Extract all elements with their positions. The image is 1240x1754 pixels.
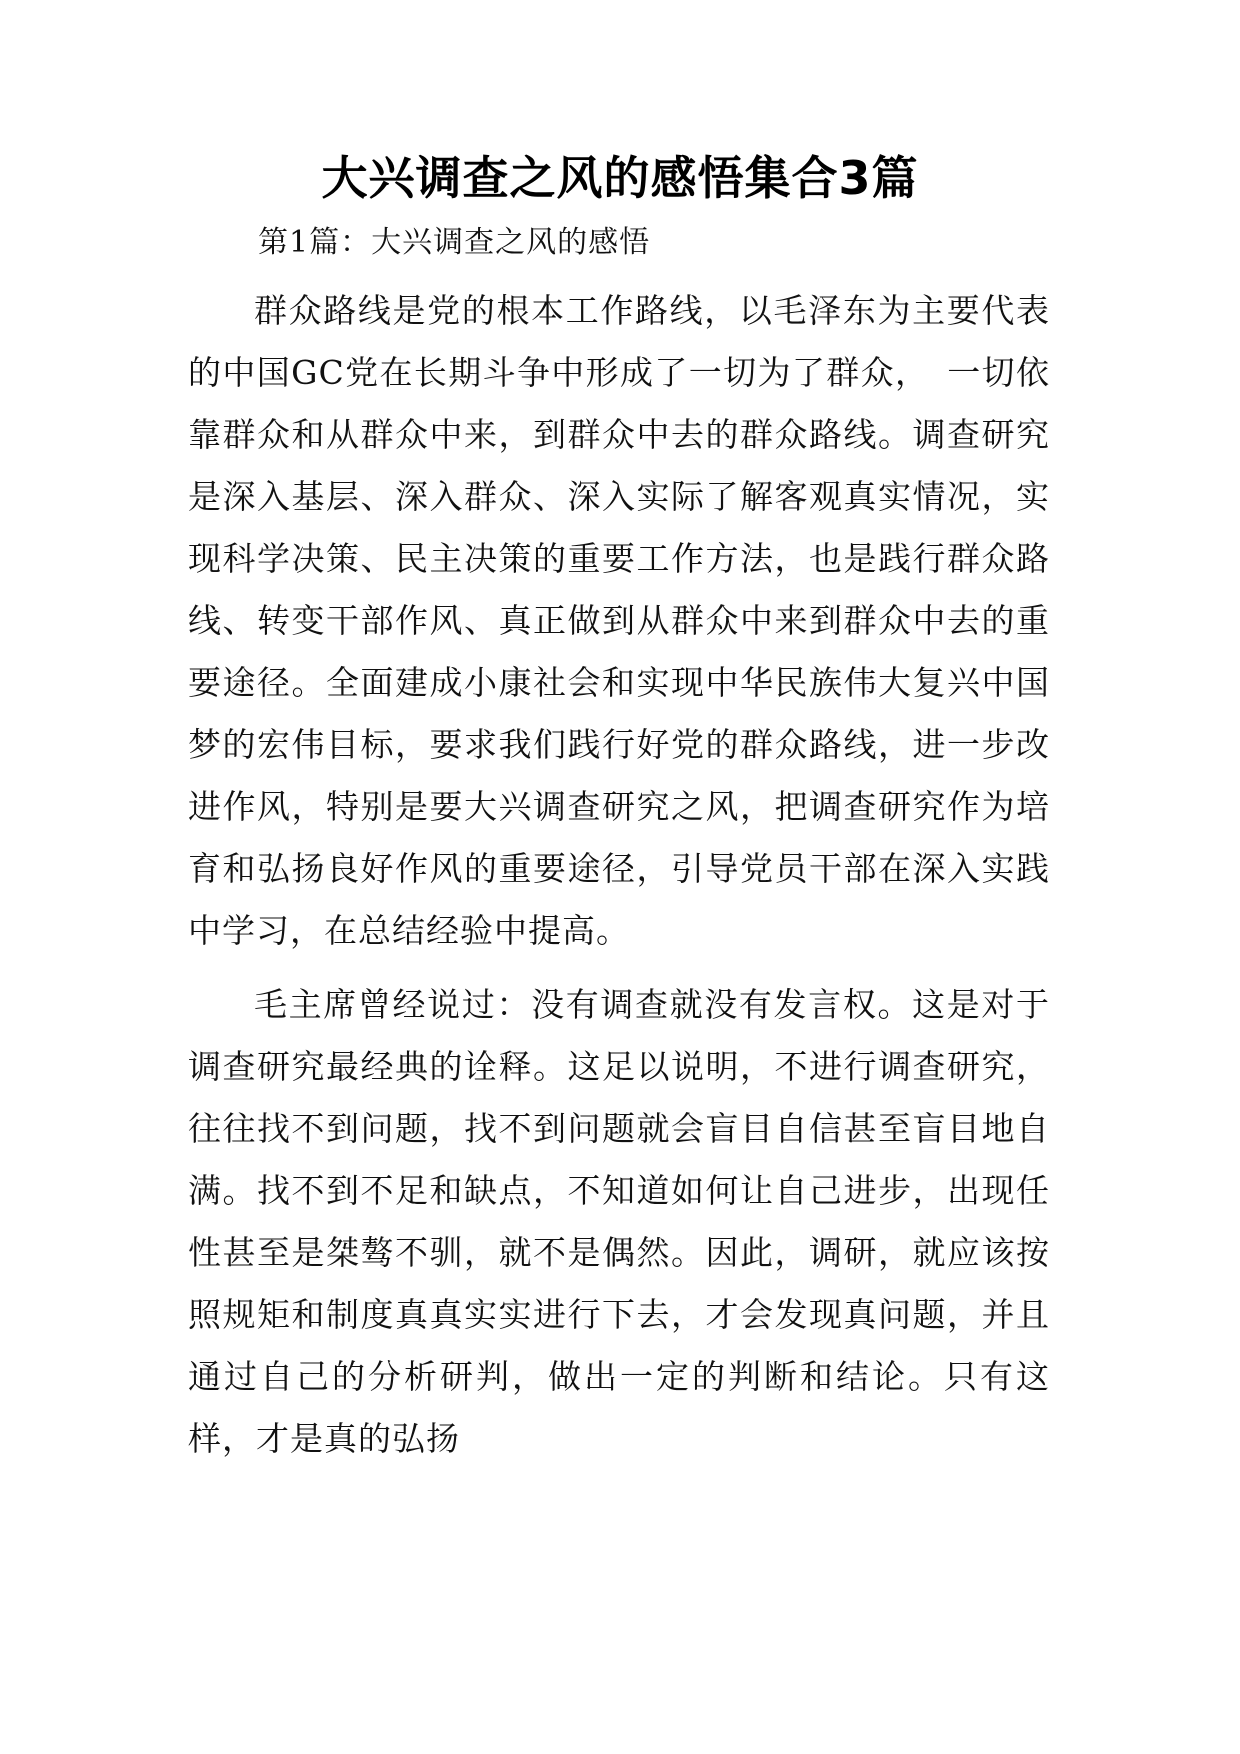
document-title: 大兴调查之风的感悟集合3篇 [321, 151, 919, 205]
paragraph-2: 毛主席曾经说过：没有调查就没有发言权。这是对于调查研究最经典的诠释。这足以说明，不进行调查研究，往往找不到问题，找不到问题就会盲目自信甚至盲目地自满。找不到不足和缺点，不知道如何让自己进步，出现任性甚至是桀骜不驯，就不是偶然。因此，调研，就应该按照规矩和制度真真实实进行下去，才会发现真问题，并且通过自己的分析研判，做出一定的判断和结论。只有这样，才是真的弘扬 [188, 985, 1050, 1458]
document-body [188, 218, 1050, 1482]
section-heading: 第1篇：大兴调查之风的感悟 [258, 225, 651, 260]
paragraph-1: 群众路线是党的根本工作路线，以毛泽东为主要代表的中国GC党在长期斗争中形成了一切为了群众， 一切依靠群众和从群众中来，到群众中去的群众路线。调查研究是深入基层、深入群众、深入实际了解客观真实情况，实现科学决策、民主决策的重要工作方法，也是践行群众路线、转变干部作风、真正做到从群众中来到群众中去的重要途径。全面建成小康社会和实现中华民族伟大复兴中国梦的宏伟目标，要求我们践行好党的群众路线，进一步改进作风，特别是要大兴调查研究之风，把调查研究作为培育和弘扬良好作风的重要途径，引导党员干部在深入实践中学习，在总结经验中提高。 [188, 291, 1050, 950]
